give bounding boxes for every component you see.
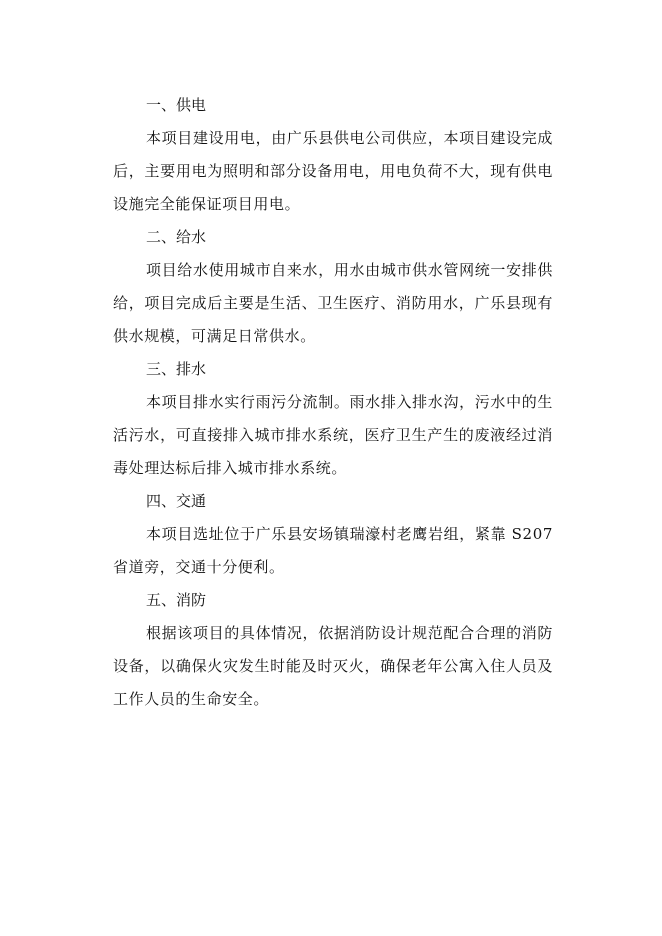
section-water-supply xyxy=(113,221,553,353)
section-heading: 二、给水 xyxy=(146,228,207,246)
section-power xyxy=(113,89,553,221)
section-paragraph: 本项目建设用电，由广乐县供电公司供应，本项目建设完成后，主要用电为照明和部分设备用电，用电负荷不大，现有供电设施完全能保证项目用电。 xyxy=(113,129,553,213)
section-paragraph: 本项目排水实行雨污分流制。雨水排入排水沟，污水中的生活污水，可直接排入城市排水系统，医疗卫生产生的废液经过消毒处理达标后排入城市排水系统。 xyxy=(113,393,553,477)
section-paragraph: 根据该项目的具体情况，依据消防设计规范配合合理的消防设备，以确保火灾发生时能及时灭火，确保老年公寓入住人员及工作人员的生命安全。 xyxy=(113,624,553,708)
section-heading: 一、供电 xyxy=(146,96,207,114)
section-paragraph: 本项目选址位于广乐县安场镇瑞濠村老鹰岩组，紧靠 S207 省道旁，交通十分便利。 xyxy=(113,525,553,576)
section-heading: 三、排水 xyxy=(146,360,207,378)
section-heading: 四、交通 xyxy=(146,492,207,510)
section-transport xyxy=(113,485,553,584)
document-body xyxy=(113,89,553,716)
section-paragraph: 项目给水使用城市自来水，用水由城市供水管网统一安排供给，项目完成后主要是生活、卫生医疗、消防用水，广乐县现有供水规模，可满足日常供水。 xyxy=(113,261,553,345)
section-fire-protection xyxy=(113,584,553,716)
section-heading: 五、消防 xyxy=(146,591,207,609)
section-drainage xyxy=(113,353,553,485)
